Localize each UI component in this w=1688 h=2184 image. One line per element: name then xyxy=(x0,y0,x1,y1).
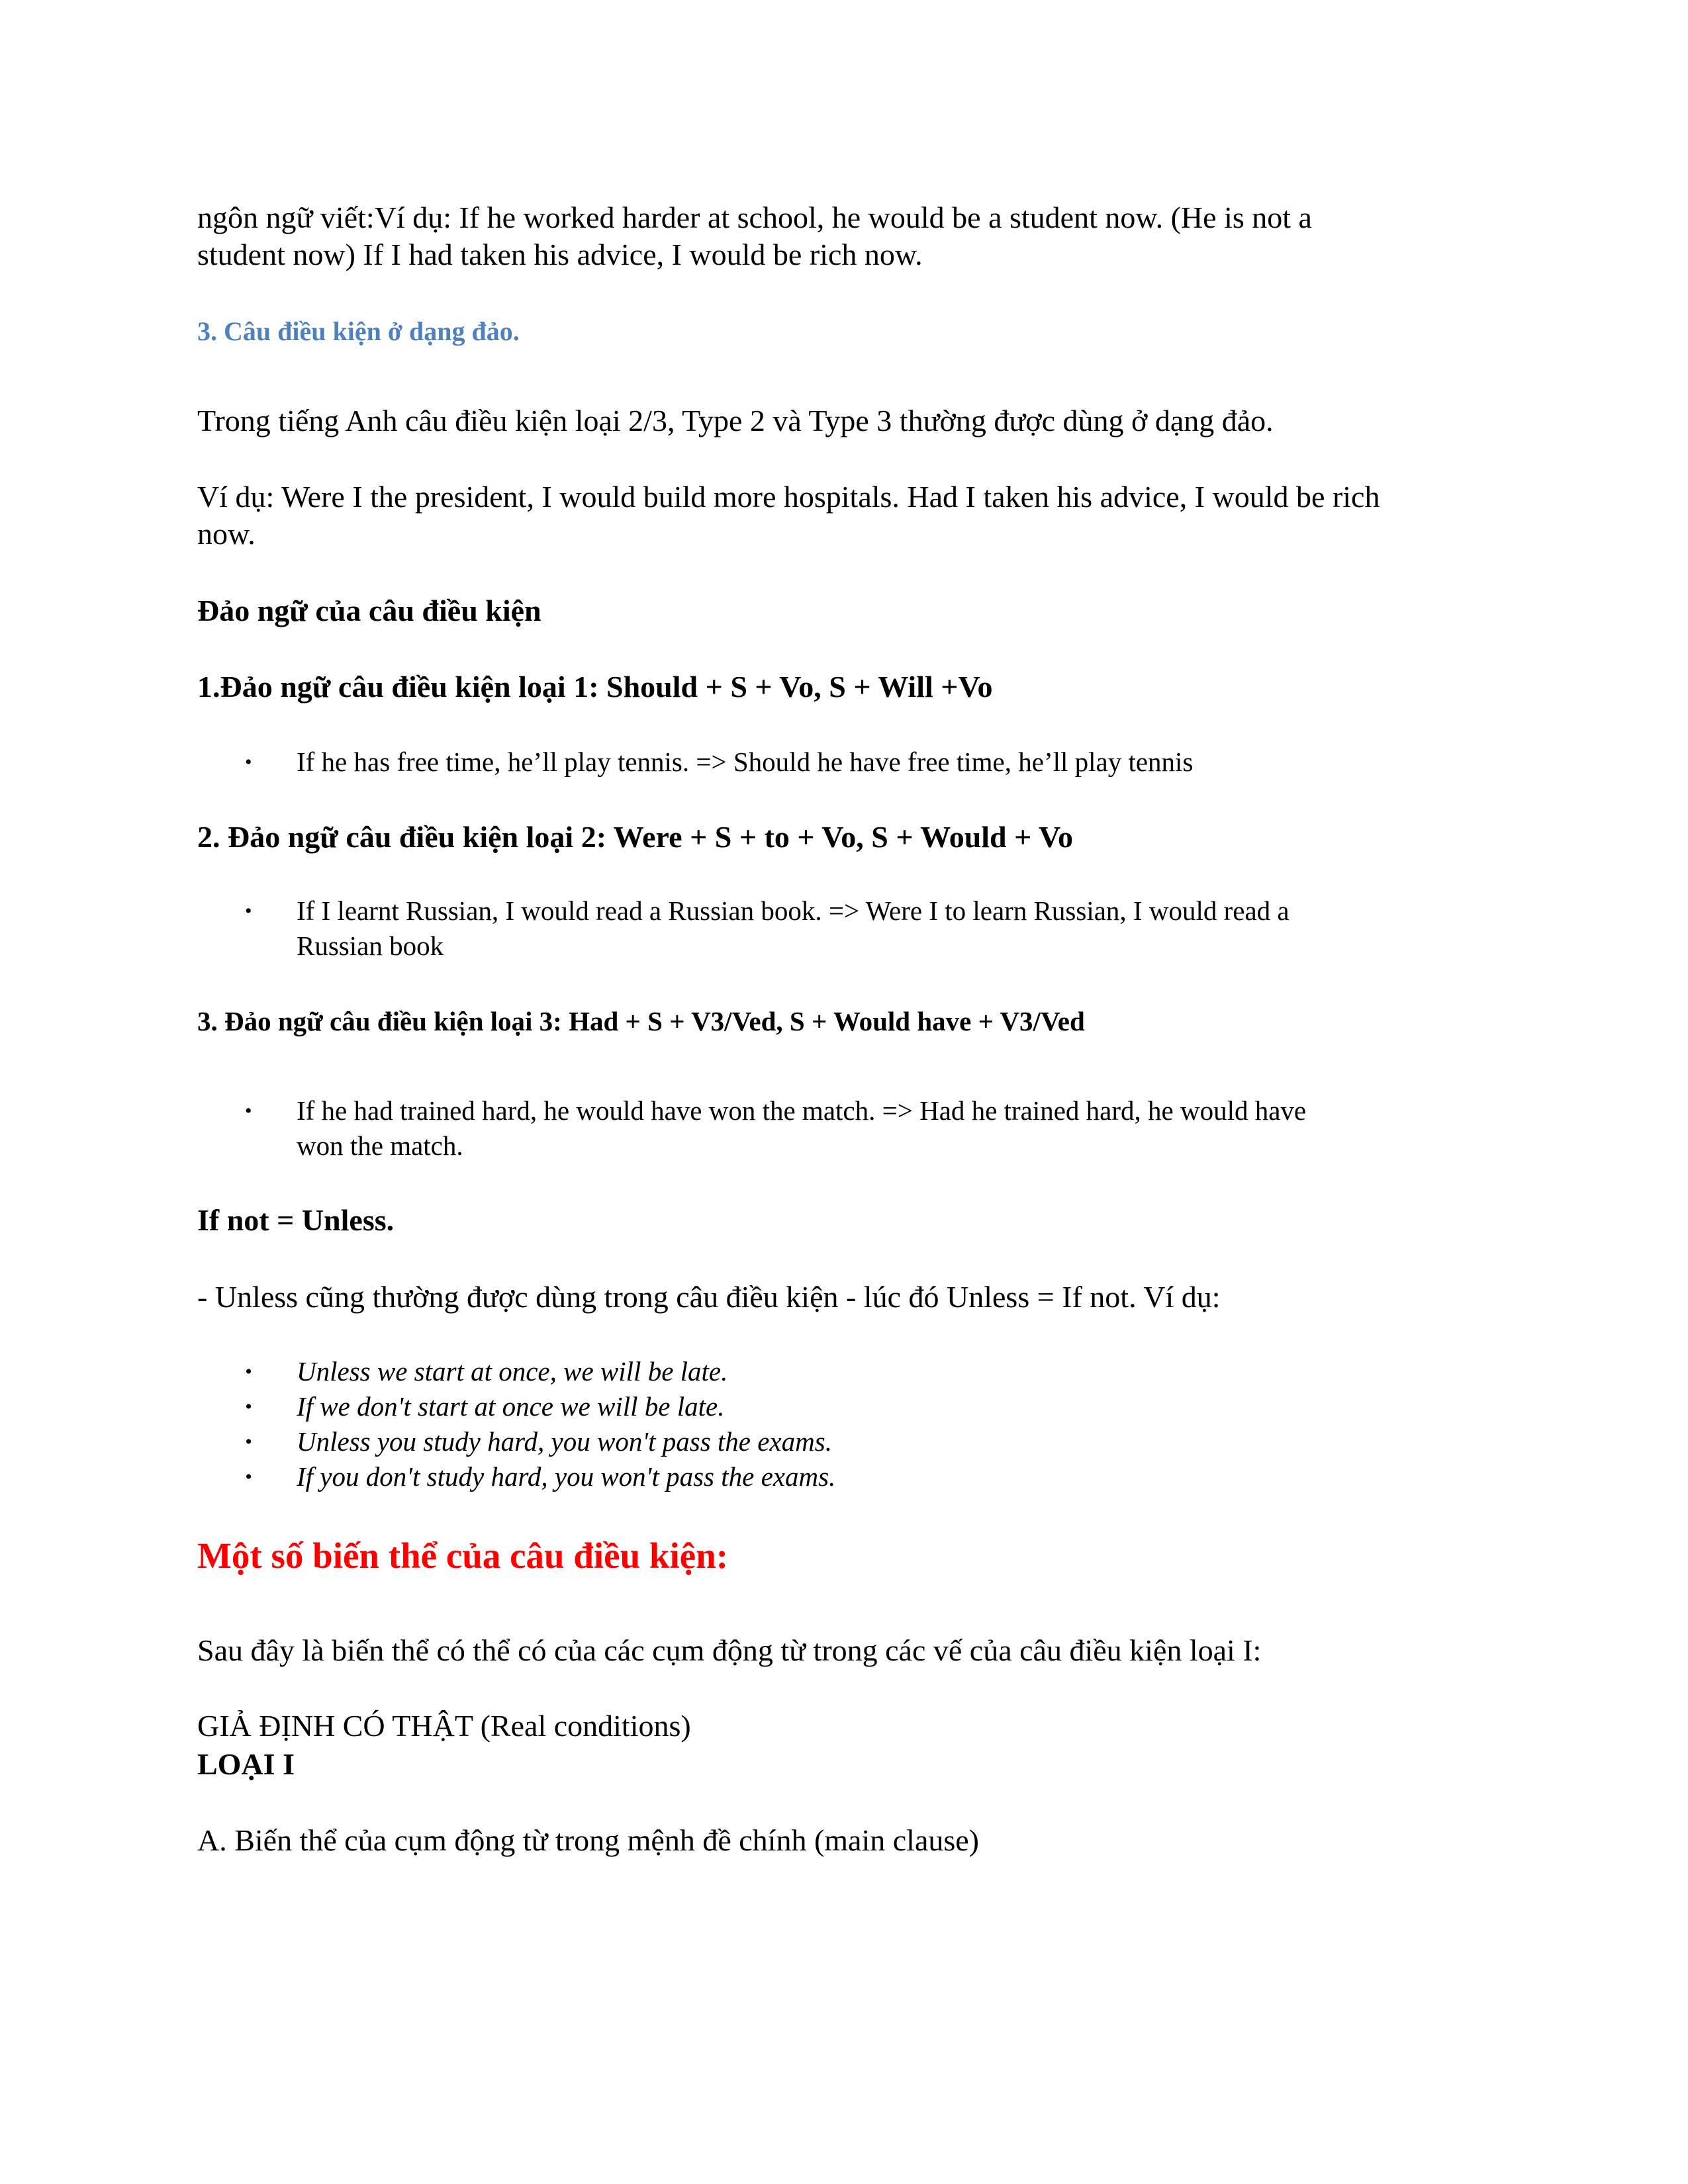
bullet-icon: • xyxy=(245,1466,252,1488)
list-item-text: If you don't study hard, you won't pass the exams. xyxy=(297,1461,836,1492)
section-3-heading: 3. Câu điều kiện ở dạng đảo. xyxy=(197,316,520,346)
bullet-icon: • xyxy=(245,751,252,773)
example-line-2: now. xyxy=(197,517,256,551)
list-item xyxy=(197,1389,1594,1424)
unless-description: - Unless cũng thường được dùng trong câu điều kiện - lúc đó Unless = If not. Ví dụ: xyxy=(197,1280,1221,1314)
type1-heading: 1.Đảo ngữ câu điều kiện loại 1: Should + S + Vo, S + Will +Vo xyxy=(197,670,993,704)
list-item-text: Unless you study hard, you won't pass the exams. xyxy=(297,1426,832,1457)
list-item xyxy=(197,893,1594,929)
list-item-text: Russian book xyxy=(297,931,444,961)
list-item-text: If we don't start at once we will be late. xyxy=(297,1391,725,1422)
bullet-icon: • xyxy=(245,1396,252,1418)
section-a-heading: A. Biến thể của cụm động từ trong mệnh đề chính (main clause) xyxy=(197,1823,979,1857)
type-label: LOẠI I xyxy=(197,1747,295,1781)
intro-line-1: ngôn ngữ viết:Ví dụ: If he worked harder at school, he would be a student now. (He is not a xyxy=(197,201,1312,234)
example-line-1: Ví dụ: Were I the president, I would build more hospitals. Had I taken his advice, I would be rich xyxy=(197,480,1380,514)
list-item-text: won the match. xyxy=(297,1130,463,1161)
variants-intro: Sau đây là biến thể có thể có của các cụm động từ trong các vế của câu điều kiện loại I: xyxy=(197,1633,1262,1667)
type2-heading: 2. Đảo ngữ câu điều kiện loại 2: Were + S + to + Vo, S + Would + Vo xyxy=(197,820,1074,854)
intro-line-2: student now) If I had taken his advice, I would be rich now. xyxy=(197,238,923,271)
list-item-text: Unless we start at once, we will be late. xyxy=(297,1356,728,1387)
list-item xyxy=(197,1424,1594,1459)
type3-heading: 3. Đảo ngữ câu điều kiện loại 3: Had + S + V3/Ved, S + Would have + V3/Ved xyxy=(197,1006,1085,1036)
unless-heading: If not = Unless. xyxy=(197,1203,395,1237)
list-item xyxy=(197,745,1594,780)
real-conditions-label: GIẢ ĐỊNH CÓ THẬT (Real conditions) xyxy=(197,1709,691,1743)
inversion-heading: Đảo ngữ của câu điều kiện xyxy=(197,594,541,627)
bullet-icon: • xyxy=(245,900,252,922)
list-item-continuation xyxy=(197,929,1594,964)
bullet-icon: • xyxy=(245,1431,252,1453)
variants-heading: Một số biến thể của câu điều kiện: xyxy=(197,1535,729,1576)
list-item xyxy=(197,1354,1594,1389)
list-item-text: If I learnt Russian, I would read a Russian book. => Were I to learn Russian, I would read a xyxy=(297,895,1289,926)
bullet-icon: • xyxy=(245,1361,252,1383)
list-item xyxy=(197,1093,1594,1128)
list-item-continuation xyxy=(197,1128,1594,1163)
bullet-icon: • xyxy=(245,1100,252,1122)
list-item-text: If he had trained hard, he would have won the match. => Had he trained hard, he would have xyxy=(297,1095,1307,1126)
inversion-paragraph: Trong tiếng Anh câu điều kiện loại 2/3, Type 2 và Type 3 thường được dùng ở dạng đảo. xyxy=(197,404,1274,437)
list-item xyxy=(197,1459,1594,1494)
list-item-text: If he has free time, he’ll play tennis. => Should he have free time, he’ll play tennis xyxy=(297,747,1194,777)
